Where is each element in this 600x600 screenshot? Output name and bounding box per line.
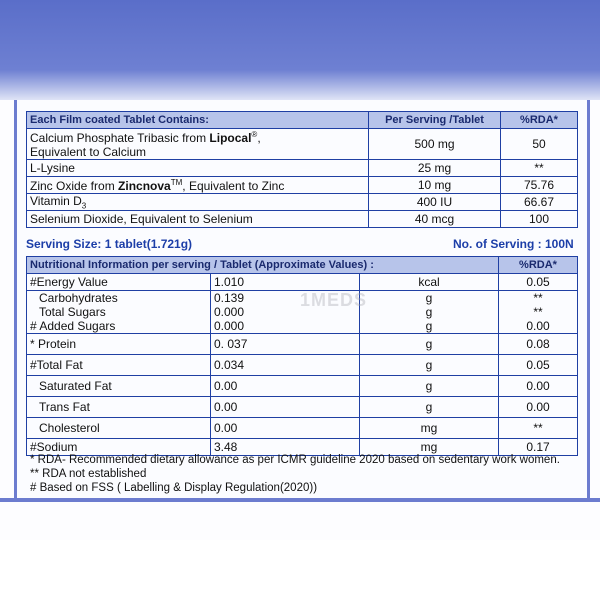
rda-cell (499, 291, 578, 334)
nutrition-header-row (27, 257, 578, 274)
trademark: TM (170, 177, 183, 187)
footnote-rda: * RDA- Recommended dietary allowance as per ICMR guideline 2020 based on sedentary work women. (30, 454, 560, 466)
table-row (27, 177, 578, 194)
total-sugars-value: 0.000 (214, 305, 245, 319)
rda-cell: 75.76 (501, 177, 578, 194)
ingredient-text: Calcium Phosphate Tribasic from (30, 130, 210, 145)
amount-cell: 500 mg (369, 129, 501, 160)
composition-header-rda: %RDA* (501, 112, 578, 129)
number-of-servings: No. of Serving : 100N (453, 237, 574, 251)
rda-cell: 0.08 (499, 334, 578, 355)
unit-cell: mg (360, 439, 499, 456)
rda-cell: 0.17 (499, 439, 578, 456)
table-row (27, 418, 578, 439)
ingredient-text: Vitamin D (30, 194, 82, 208)
nutrient-label: #Energy Value (27, 274, 211, 291)
rda-cell: 50 (501, 129, 578, 160)
unit-cell: g (360, 355, 499, 376)
composition-header-amount: Per Serving /Tablet (369, 112, 501, 129)
table-row (27, 334, 578, 355)
nutrient-label: Cholesterol (27, 418, 211, 439)
amount-cell: 400 IU (369, 194, 501, 211)
table-row (27, 160, 578, 177)
rda-cell: 0.00 (499, 376, 578, 397)
ingredient-text: , Equivalent to Zinc (182, 178, 285, 193)
table-row (27, 376, 578, 397)
added-sugars-unit: g (425, 319, 433, 333)
rda-cell: 100 (501, 211, 578, 228)
value-cell: 0.034 (211, 355, 360, 376)
value-cell: 0.00 (211, 418, 360, 439)
nutrition-header-rda: %RDA* (499, 257, 578, 274)
composition-header-ingredient: Each Film coated Tablet Contains: (27, 112, 369, 129)
nutrient-label: Saturated Fat (27, 376, 211, 397)
ingredient-label (27, 129, 369, 160)
table-row (27, 211, 578, 228)
rda-cell: 0.00 (499, 397, 578, 418)
nutrition-table (26, 256, 578, 456)
added-sugars-value: 0.000 (214, 319, 245, 333)
rda-cell: 66.67 (501, 194, 578, 211)
ingredient-text: Equivalent to Calcium (30, 144, 147, 159)
composition-header-row (27, 112, 578, 129)
value-cell: 0. 037 (211, 334, 360, 355)
carbohydrates-rda: ** (533, 291, 543, 305)
footnotes (30, 453, 560, 495)
top-blue-band (0, 0, 600, 100)
ingredient-label (27, 194, 369, 211)
value-cell: 1.010 (211, 274, 360, 291)
table-row (27, 129, 578, 160)
value-cell: 0.00 (211, 376, 360, 397)
total-sugars-rda: ** (533, 305, 543, 319)
brand-name: Lipocal (209, 130, 252, 145)
unit-cell: g (360, 376, 499, 397)
total-sugars-label: Total Sugars (39, 305, 106, 319)
unit-cell: g (360, 334, 499, 355)
amount-cell: 10 mg (369, 177, 501, 194)
watermark: 1MEDS (300, 290, 368, 310)
rda-cell: 0.05 (499, 355, 578, 376)
carbohydrates-label: Carbohydrates (39, 291, 118, 305)
ingredient-text: Zinc Oxide from (30, 178, 119, 193)
nutrient-label: * Protein (27, 334, 211, 355)
added-sugars-label: # Added Sugars (30, 319, 116, 333)
carbohydrates-value: 0.139 (214, 291, 245, 305)
amount-cell: 40 mcg (369, 211, 501, 228)
table-row (27, 355, 578, 376)
ingredient-label: L-Lysine (27, 160, 369, 177)
ingredient-label (27, 177, 369, 194)
ingredient-label: Selenium Dioxide, Equivalent to Selenium (27, 211, 369, 228)
carbohydrates-unit: g (425, 291, 433, 305)
amount-cell: 25 mg (369, 160, 501, 177)
table-row (27, 397, 578, 418)
rda-cell: ** (501, 160, 578, 177)
rda-cell: 0.05 (499, 274, 578, 291)
nutrient-label: Trans Fat (27, 397, 211, 418)
value-cell: 0.00 (211, 397, 360, 418)
unit-cell (360, 291, 499, 334)
bottom-blue-strip (0, 498, 600, 502)
unit-cell: mg (360, 418, 499, 439)
composition-table (26, 111, 578, 228)
nutrient-label: #Sodium (27, 439, 211, 456)
nutrient-label: #Total Fat (27, 355, 211, 376)
registered-mark: ® (251, 129, 258, 139)
serving-size: Serving Size: 1 tablet(1.721g) (26, 237, 193, 251)
nutrition-header-title: Nutritional Information per serving / Tablet (Approximate Values) : (27, 257, 499, 274)
table-row (27, 274, 578, 291)
footnote-fss: # Based on FSS ( Labelling & Display Regulation(2020)) (30, 482, 318, 494)
value-cell: 3.48 (211, 439, 360, 456)
subscript: 3 (81, 201, 87, 211)
table-row (27, 194, 578, 211)
added-sugars-rda: 0.00 (526, 319, 550, 333)
unit-cell: g (360, 397, 499, 418)
nutrient-label (27, 291, 211, 334)
rda-cell: ** (499, 418, 578, 439)
ingredient-text: , (257, 130, 261, 145)
brand-name: Zincnova (118, 178, 171, 193)
total-sugars-unit: g (425, 305, 433, 319)
footnote-rda-not-established: ** RDA not established (30, 468, 147, 480)
unit-cell: kcal (360, 274, 499, 291)
